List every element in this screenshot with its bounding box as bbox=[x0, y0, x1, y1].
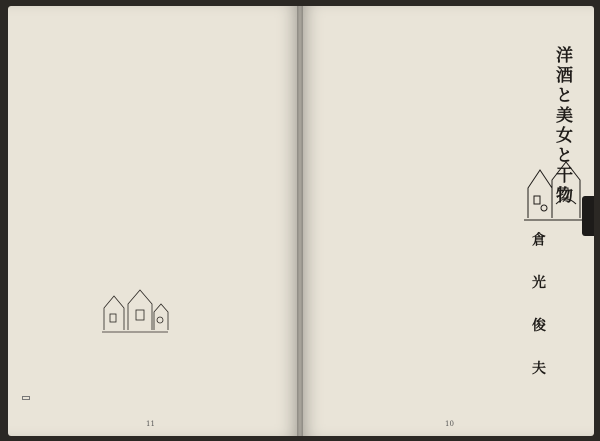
right-page-body-lower bbox=[314, 282, 524, 410]
right-page bbox=[300, 6, 594, 436]
left-page-body-lower bbox=[22, 274, 98, 394]
author-name: 倉 光 俊 夫 bbox=[530, 232, 546, 387]
article-title: 洋酒と美女と干物 bbox=[552, 46, 572, 206]
magazine-spread bbox=[8, 6, 594, 436]
spine-gutter bbox=[297, 6, 303, 436]
house-sketch-illustration bbox=[100, 278, 170, 338]
left-page-body-upper bbox=[22, 24, 290, 264]
page-number: 10 bbox=[445, 420, 454, 428]
bookmark-tab bbox=[582, 196, 594, 236]
right-page-body-upper bbox=[314, 24, 510, 274]
title-illustration bbox=[522, 158, 586, 224]
photo-credit-caption bbox=[22, 396, 30, 400]
page-number: 11 bbox=[146, 420, 155, 428]
left-page bbox=[8, 6, 300, 436]
